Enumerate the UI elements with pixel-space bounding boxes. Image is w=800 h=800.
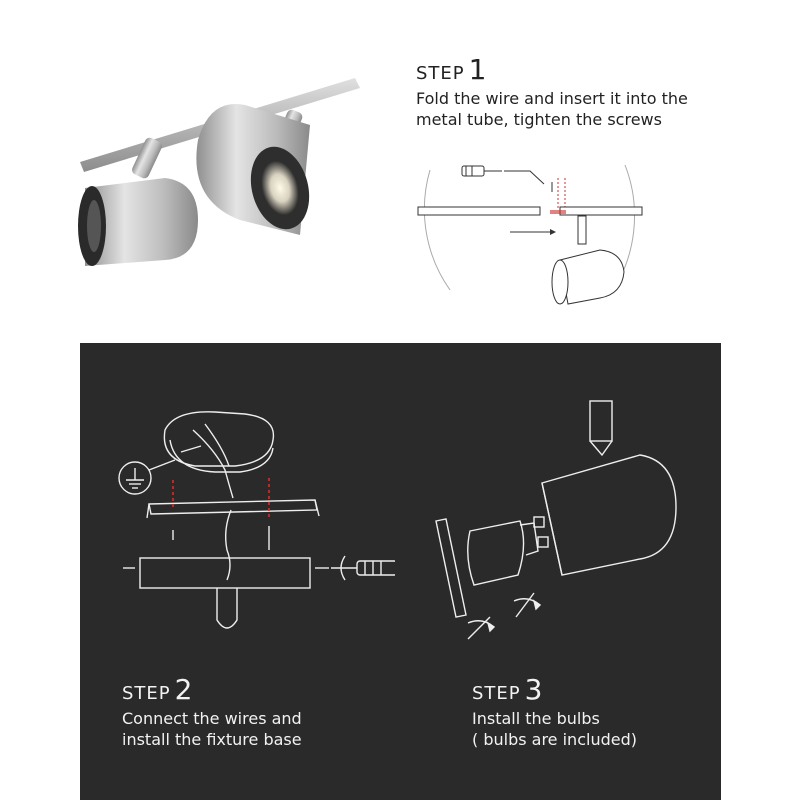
step3-line-1: Install the bulbs [472,709,600,728]
metal-tube [418,207,540,215]
junction-box [164,412,273,466]
fixture-base [140,558,310,588]
screwdriver-icon-step2 [331,556,395,580]
step3-number: 3 [524,673,544,706]
step2-word: STEP [122,683,171,704]
step1-line-2: metal tube, tighten the screws [416,110,662,129]
ground-symbol-icon [119,462,151,494]
light-stem [590,401,612,441]
step2-heading [122,673,193,706]
step2-line-2: install the fixture base [122,730,302,749]
step1-line-1: Fold the wire and insert it into the [416,89,688,108]
step1-description [416,88,688,130]
swivel-arm-front [130,136,163,180]
bulb-cover [436,519,466,617]
rotate-arrow-icon [468,593,540,639]
step3-line-2: ( bulbs are included) [472,730,637,749]
step2-diagram [105,400,395,660]
step3-word: STEP [472,683,521,704]
step2-line-1: Connect the wires and [122,709,302,728]
step1-word: STEP [416,63,465,84]
spotlight-head [542,455,676,575]
mounting-bracket [149,500,317,514]
step1-heading [416,53,487,86]
bulb [468,521,524,585]
step3-diagram [430,395,700,655]
step1-number: 1 [468,53,488,86]
product-photo [70,60,450,350]
screwdriver-icon [462,166,502,176]
step1-diagram [410,140,650,320]
step2-description [122,708,302,750]
step3-heading [472,673,543,706]
step3-description [472,708,637,750]
step2-number: 2 [174,673,194,706]
